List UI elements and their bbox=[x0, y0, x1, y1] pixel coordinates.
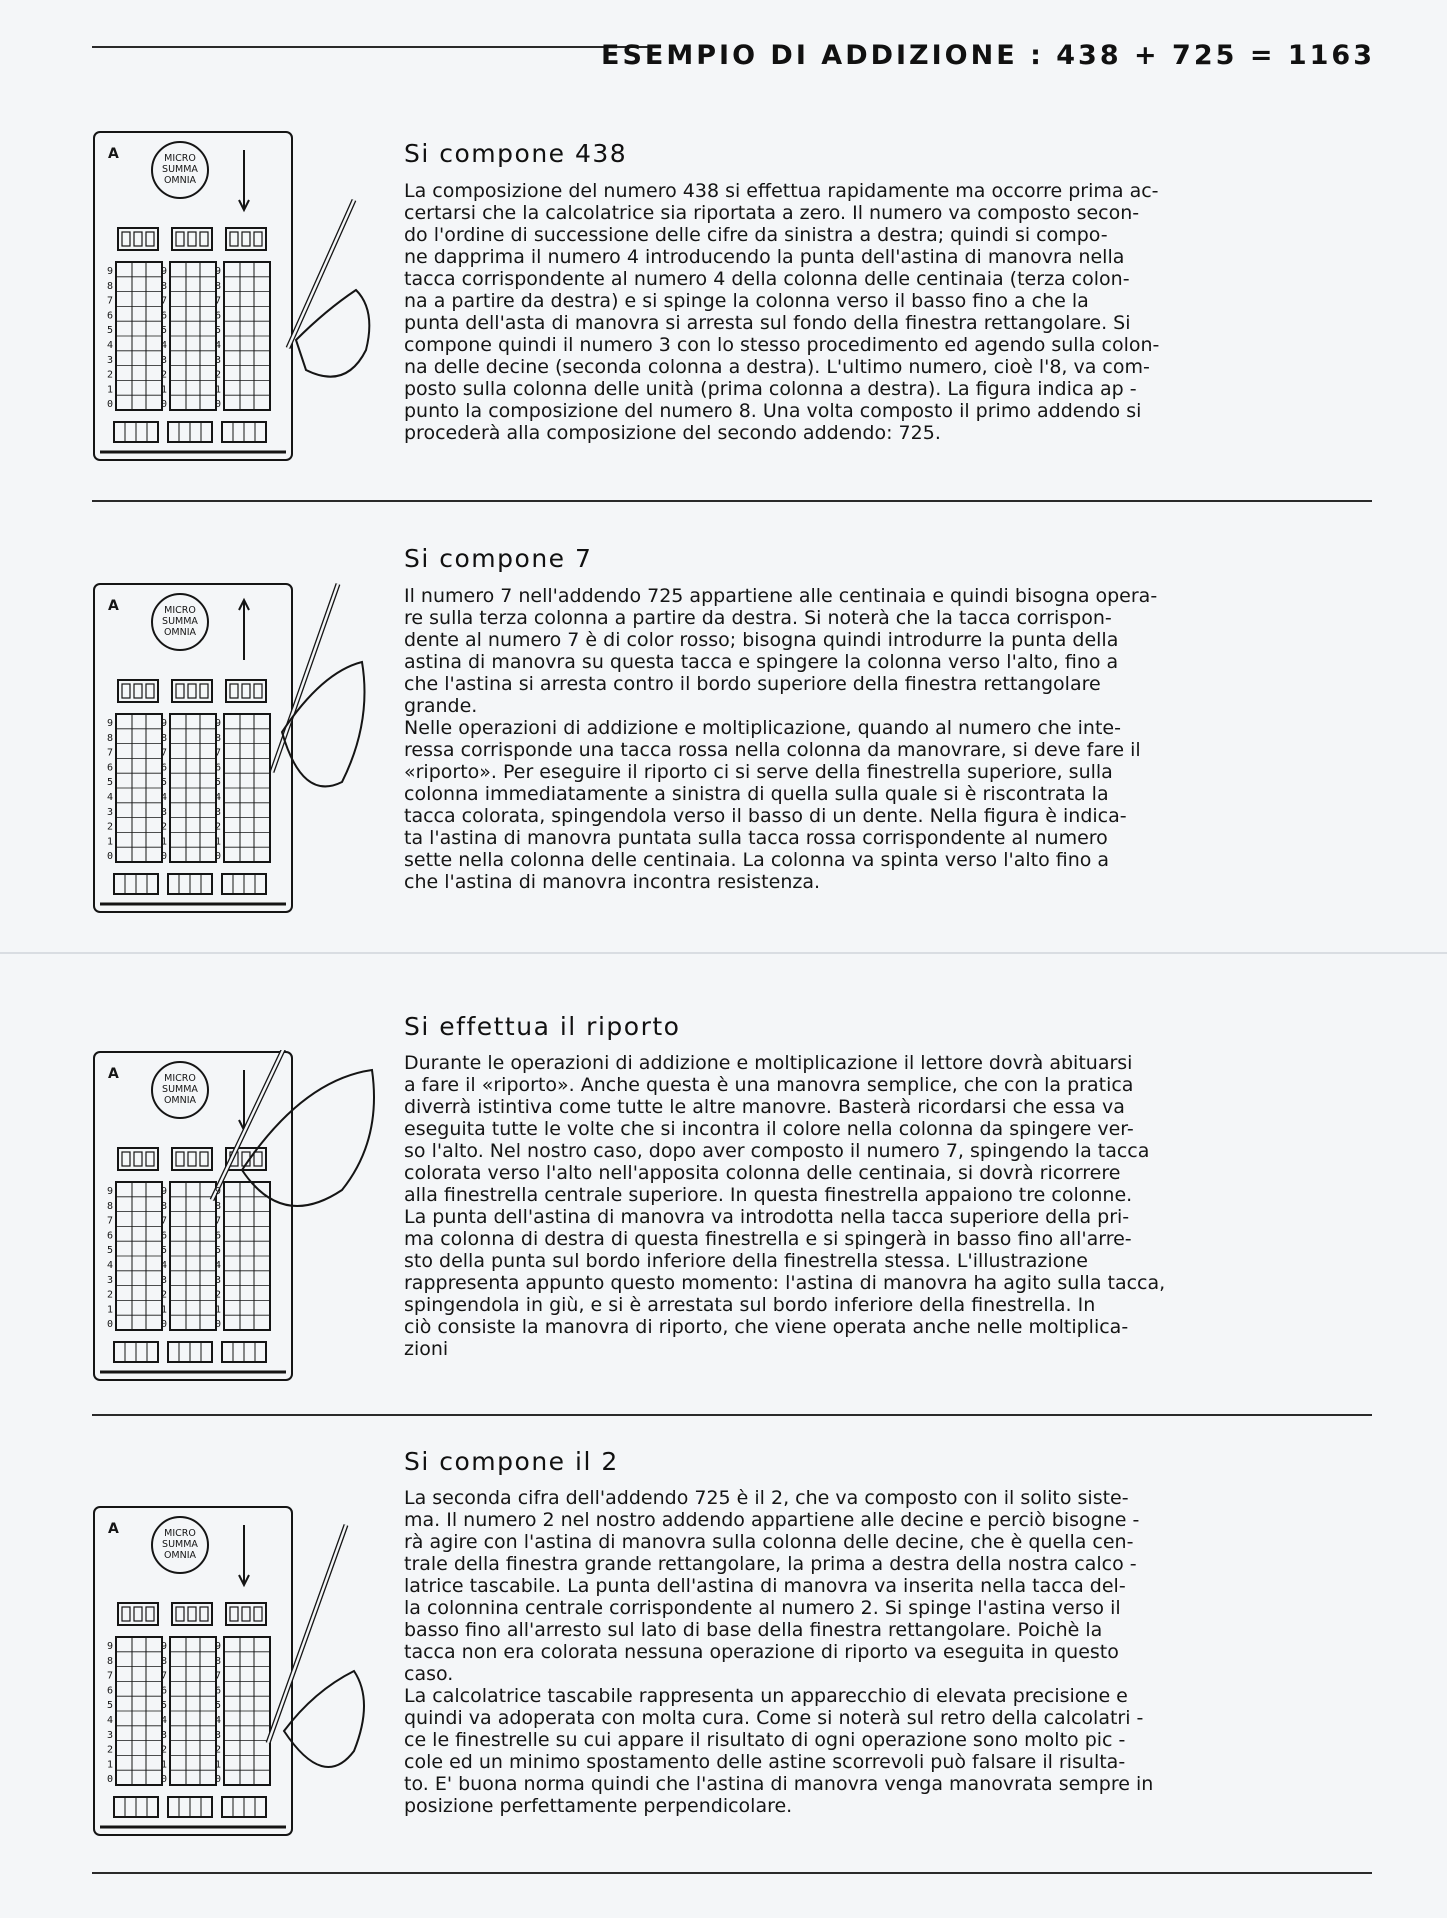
corner-letter: A bbox=[108, 146, 119, 162]
column-digit: 4 bbox=[161, 340, 168, 351]
column-digit: 0 bbox=[161, 399, 168, 411]
column-digit: 4 bbox=[215, 340, 222, 351]
column-digit: 3 bbox=[107, 806, 114, 818]
column-digit: 4 bbox=[107, 1260, 114, 1271]
column-digit: 7 bbox=[215, 747, 222, 759]
column-digit: 2 bbox=[107, 821, 114, 833]
section-body: Il numero 7 nell'addendo 725 appartiene alle centinaia e quindi bisogna opera- re sulla terza colonna a partire da destra. Si noterà che la tacca corrispon- dente al numero 7 è di color rosso; bisogna quindi introdurre la punta della astina di manovra su questa tacca e spingere la colonna verso l'alto, fino a che l'astina si arresta contro il bordo superiore della finestra rettangolare grande. Nelle operazioni di addizione e moltiplicazione, quando al numero che inte- ressa corrisponde una tacca rossa nella colonna da manovrare, si deve fare il «riporto». Per eseguire il riporto ci si serve della finestrella superiore, sulla colonna immediatamente a sinistra di quella sulla quale si è riscontrata la tacca colorata, spingendola verso il basso di un dente. Nella figura è indica- ta l'astina di manovra puntata sulla tacca rossa corrispondente al numero sette nella colonna delle centinaia. La colonna va spinta verso l'alto fino a che l'astina di manovra incontra resistenza. bbox=[404, 585, 1158, 893]
column-digit: 2 bbox=[161, 1289, 168, 1301]
calculator-drawing bbox=[92, 1050, 382, 1390]
column-digit: 3 bbox=[215, 1729, 222, 1741]
column-digit: 3 bbox=[161, 1274, 168, 1286]
column-digit: 2 bbox=[215, 369, 222, 381]
column-digit: 9 bbox=[161, 718, 168, 729]
brand-text: MICRO bbox=[164, 153, 196, 164]
column-digit: 9 bbox=[107, 1186, 114, 1197]
column-digit: 8 bbox=[161, 1200, 168, 1212]
section-divider bbox=[92, 1414, 1372, 1416]
column-digit: 2 bbox=[161, 369, 168, 381]
column-digit: 8 bbox=[215, 1655, 222, 1667]
column-digit: 6 bbox=[161, 310, 168, 322]
column-digit: 5 bbox=[215, 777, 222, 789]
column-digit: 6 bbox=[107, 1685, 114, 1697]
column-digit: 4 bbox=[215, 792, 222, 803]
brand-text: SUMMA bbox=[162, 1539, 198, 1550]
column-digit: 1 bbox=[215, 1304, 222, 1316]
column-digit: 0 bbox=[107, 1319, 114, 1331]
column-digit: 4 bbox=[215, 1715, 222, 1726]
carry-window bbox=[172, 680, 212, 702]
corner-letter: A bbox=[108, 1066, 119, 1082]
column-digit: 2 bbox=[215, 821, 222, 833]
calculator-illustration bbox=[92, 1505, 382, 1845]
column-digit: 1 bbox=[161, 1759, 168, 1771]
column-digit: 6 bbox=[215, 762, 222, 774]
column-digit: 5 bbox=[107, 1245, 114, 1257]
section-body: Durante le operazioni di addizione e moltiplicazione il lettore dovrà abituarsi a fare il «riporto». Anche questa è una manovra semplice, che con la pratica diverrà istintiva come tutte le altre manovre. Basterà ricordarsi che essa va eseguita tutte le volte che si incontra il colore nella colonna da spingere ver- so l'alto. Nel nostro caso, dopo aver composto il numero 7, spingendo la tacca colorata verso l'alto nell'apposita colonna delle centinaia, si dovrà ricorrere alla finestrella centrale superiore. In questa finestrella appaiono tre colonne. La punta dell'astina di manovra va introdotta nella tacca superiore della pri- ma colonna di destra di questa finestrella e si spingerà in basso fino all'arre- sto della punta sul bordo inferiore della finestrella stessa. L'illustrazione rappresenta appunto questo momento: l'astina di manovra ha agito sulla tacca, spingendola in giù, e si è arrestata sul bordo inferiore della finestrella. In ciò consiste la manovra di riporto, che viene operata anche nelle moltiplica- zioni bbox=[404, 1052, 1166, 1360]
column-digit: 9 bbox=[215, 1641, 222, 1652]
column-digit: 8 bbox=[161, 732, 168, 744]
column-digit: 0 bbox=[161, 1319, 168, 1331]
calculator-illustration bbox=[92, 1050, 382, 1390]
column-digit: 2 bbox=[215, 1744, 222, 1756]
column-digit: 0 bbox=[107, 851, 114, 863]
brand-text: OMNIA bbox=[163, 1550, 197, 1561]
column-digit: 2 bbox=[107, 1289, 114, 1301]
column-digit: 1 bbox=[107, 384, 114, 396]
carry-window bbox=[118, 1603, 158, 1625]
carry-window bbox=[118, 228, 158, 250]
column-digit: 5 bbox=[215, 1245, 222, 1257]
column-digit: 9 bbox=[161, 266, 168, 277]
column-digit: 1 bbox=[161, 836, 168, 848]
column-digit: 3 bbox=[161, 1729, 168, 1741]
hand-sketch bbox=[284, 1671, 364, 1767]
bottom-rule bbox=[92, 1872, 1372, 1874]
section-body: La seconda cifra dell'addendo 725 è il 2, che va composto con il solito siste- ma. Il numero 2 nel nostro addendo appartiene alle decine e perciò bisogne - rà agire con l'astina di manovra sulla colonna delle decine, che è quella cen- trale della finestra grande rettangolare, la prima a destra della nostra calco - latrice tascabile. La punta dell'astina di manovra va inserita nella tacca del- la colonnina centrale corrispondente al numero 2. Si spinge l'astina verso il basso fino all'arresto sul lato di base della finestra rettangolare. Poichè la tacca non era colorata nessuna operazione di riporto va eseguita in questo caso. La calcolatrice tascabile rappresenta un apparecchio di elevata precisione e quindi va adoperata con molta cura. Come si noterà sul retro della calcolatri - ce le finestrelle su cui appare il risultato di ogni operazione sono molto pic - cole ed un minimo spostamento delle astine scorrevoli può falsare il risulta- to. E' buona norma quindi che l'astina di manovra venga manovrata sempre in posizione perfettamente perpendicolare. bbox=[404, 1487, 1154, 1817]
column-digit: 7 bbox=[107, 1670, 114, 1682]
column-digit: 5 bbox=[161, 777, 168, 789]
column-digit: 7 bbox=[215, 1215, 222, 1227]
column-digit: 6 bbox=[107, 762, 114, 774]
column-digit: 0 bbox=[215, 1774, 222, 1786]
hand-sketch bbox=[282, 662, 365, 786]
column-digit: 0 bbox=[215, 851, 222, 863]
column-digit: 3 bbox=[215, 354, 222, 366]
column-digit: 0 bbox=[161, 851, 168, 863]
column-digit: 9 bbox=[107, 266, 114, 277]
column-digit: 4 bbox=[107, 792, 114, 803]
carry-window bbox=[226, 228, 266, 250]
column-digit: 2 bbox=[107, 369, 114, 381]
column-digit: 3 bbox=[107, 354, 114, 366]
column-digit: 9 bbox=[107, 1641, 114, 1652]
column-digit: 5 bbox=[161, 1700, 168, 1712]
calculator-drawing bbox=[92, 1505, 382, 1845]
column-digit: 1 bbox=[161, 384, 168, 396]
column-digit: 6 bbox=[215, 1230, 222, 1242]
column-digit: 1 bbox=[215, 384, 222, 396]
column-digit: 7 bbox=[161, 747, 168, 759]
column-digit: 1 bbox=[215, 1759, 222, 1771]
column-digit: 8 bbox=[161, 1655, 168, 1667]
corner-letter: A bbox=[108, 1521, 119, 1537]
column-digit: 1 bbox=[107, 1759, 114, 1771]
column-digit: 8 bbox=[161, 280, 168, 292]
carry-window bbox=[118, 680, 158, 702]
column-digit: 9 bbox=[215, 266, 222, 277]
section-title: Si compone 438 bbox=[404, 139, 628, 168]
column-digit: 6 bbox=[107, 310, 114, 322]
column-digit: 7 bbox=[161, 1670, 168, 1682]
column-digit: 1 bbox=[215, 836, 222, 848]
column-digit: 2 bbox=[107, 1744, 114, 1756]
brand-text: SUMMA bbox=[162, 164, 198, 175]
column-digit: 0 bbox=[215, 399, 222, 411]
column-digit: 8 bbox=[215, 732, 222, 744]
column-digit: 5 bbox=[107, 1700, 114, 1712]
column-digit: 0 bbox=[107, 1774, 114, 1786]
column-digit: 8 bbox=[215, 1200, 222, 1212]
column-digit: 5 bbox=[161, 1245, 168, 1257]
column-digit: 3 bbox=[107, 1729, 114, 1741]
column-digit: 7 bbox=[161, 295, 168, 307]
brand-text: MICRO bbox=[164, 1073, 196, 1084]
column-digit: 7 bbox=[161, 1215, 168, 1227]
column-digit: 9 bbox=[215, 1186, 222, 1197]
column-digit: 3 bbox=[107, 1274, 114, 1286]
column-digit: 6 bbox=[161, 1685, 168, 1697]
brand-text: OMNIA bbox=[163, 175, 197, 186]
column-digit: 9 bbox=[215, 718, 222, 729]
column-digit: 5 bbox=[161, 325, 168, 337]
column-digit: 6 bbox=[107, 1230, 114, 1242]
carry-window bbox=[172, 1603, 212, 1625]
column-digit: 2 bbox=[161, 1744, 168, 1756]
column-digit: 7 bbox=[215, 1670, 222, 1682]
column-digit: 8 bbox=[215, 280, 222, 292]
column-digit: 7 bbox=[107, 1215, 114, 1227]
column-digit: 8 bbox=[107, 280, 114, 292]
column-digit: 2 bbox=[215, 1289, 222, 1301]
column-digit: 4 bbox=[161, 1715, 168, 1726]
paper-fold bbox=[0, 952, 1447, 954]
column-digit: 3 bbox=[161, 806, 168, 818]
column-digit: 6 bbox=[161, 762, 168, 774]
column-digit: 4 bbox=[161, 792, 168, 803]
carry-window bbox=[118, 1148, 158, 1170]
column-digit: 6 bbox=[161, 1230, 168, 1242]
brand-text: OMNIA bbox=[163, 627, 197, 638]
section-title: Si effettua il riporto bbox=[404, 1012, 681, 1041]
calculator-drawing bbox=[92, 582, 382, 922]
column-digit: 8 bbox=[107, 1200, 114, 1212]
column-digit: 4 bbox=[161, 1260, 168, 1271]
column-digit: 3 bbox=[161, 354, 168, 366]
top-rule bbox=[92, 46, 657, 48]
column-digit: 5 bbox=[107, 325, 114, 337]
section-title: Si compone il 2 bbox=[404, 1447, 619, 1476]
column-digit: 5 bbox=[215, 1700, 222, 1712]
column-digit: 6 bbox=[215, 310, 222, 322]
calculator-illustration bbox=[92, 582, 382, 922]
section-title: Si compone 7 bbox=[404, 544, 593, 573]
column-digit: 9 bbox=[161, 1641, 168, 1652]
carry-window bbox=[172, 1148, 212, 1170]
column-digit: 8 bbox=[107, 732, 114, 744]
corner-letter: A bbox=[108, 598, 119, 614]
column-digit: 8 bbox=[107, 1655, 114, 1667]
calculator-drawing bbox=[92, 130, 382, 470]
carry-window bbox=[226, 680, 266, 702]
column-digit: 5 bbox=[215, 325, 222, 337]
column-digit: 0 bbox=[215, 1319, 222, 1331]
brand-text: SUMMA bbox=[162, 1084, 198, 1095]
carry-window bbox=[226, 1603, 266, 1625]
column-digit: 7 bbox=[107, 295, 114, 307]
brand-text: SUMMA bbox=[162, 616, 198, 627]
column-digit: 1 bbox=[107, 836, 114, 848]
column-digit: 3 bbox=[215, 1274, 222, 1286]
column-digit: 1 bbox=[161, 1304, 168, 1316]
column-digit: 7 bbox=[215, 295, 222, 307]
brand-text: MICRO bbox=[164, 1528, 196, 1539]
section-divider bbox=[92, 500, 1372, 502]
column-digit: 9 bbox=[161, 1186, 168, 1197]
column-digit: 5 bbox=[107, 777, 114, 789]
column-digit: 7 bbox=[107, 747, 114, 759]
column-digit: 1 bbox=[107, 1304, 114, 1316]
brand-text: OMNIA bbox=[163, 1095, 197, 1106]
page-header: ESEMPIO DI ADDIZIONE : 438 + 725 = 1163 bbox=[601, 40, 1375, 71]
carry-window bbox=[172, 228, 212, 250]
column-digit: 2 bbox=[161, 821, 168, 833]
column-digit: 9 bbox=[107, 718, 114, 729]
column-digit: 0 bbox=[107, 399, 114, 411]
column-digit: 4 bbox=[107, 1715, 114, 1726]
column-digit: 4 bbox=[215, 1260, 222, 1271]
column-digit: 3 bbox=[215, 806, 222, 818]
calculator-illustration bbox=[92, 130, 382, 470]
brand-text: MICRO bbox=[164, 605, 196, 616]
column-digit: 0 bbox=[161, 1774, 168, 1786]
column-digit: 4 bbox=[107, 340, 114, 351]
column-digit: 6 bbox=[215, 1685, 222, 1697]
stylus bbox=[212, 1050, 302, 1200]
section-body: La composizione del numero 438 si effettua rapidamente ma occorre prima ac- certarsi che la calcolatrice sia riportata a zero. Il numero va composto secon- do l'ordine di successione delle cifre da sinistra a destra; quindi si compo- ne dapprima il numero 4 introducendo la punta dell'astina di manovra nella tacca corrispondente al numero 4 della colonna delle centinaia (terza colon- na a partire da destra) e si spinge la colonna verso il basso fino a che la punta dell'asta di manovra si arresta sul fondo della finestra rettangolare. Si compone quindi il numero 3 con lo stesso procedimento ed agendo sulla colon- na delle decine (seconda colonna a destra). L'ultimo numero, cioè l'8, va com- posto sulla colonna delle unità (prima colonna a destra). La figura indica ap - punto la composizione del numero 8. Una volta composto il primo addendo si procederà alla composizione del secondo addendo: 725. bbox=[404, 180, 1160, 444]
